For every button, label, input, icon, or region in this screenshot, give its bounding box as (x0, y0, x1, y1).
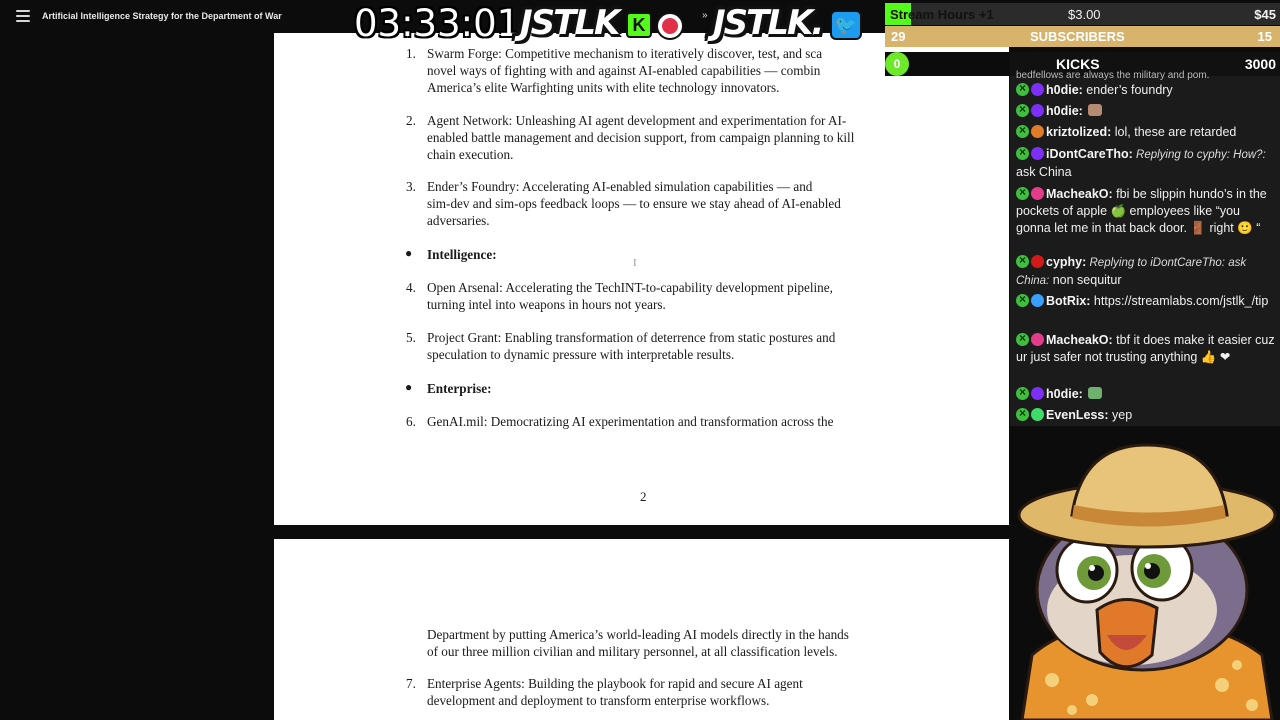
kick-logo-icon: K (626, 12, 652, 38)
channel-logo-2: JSTLK. (713, 3, 823, 43)
stream-hours-goal (885, 3, 1280, 25)
chat-text: fbi be slippin hundo’s in the pockets of apple 🍏 employees like “you gonna let me in that back door. 🚪 right 🙂 “ (1016, 187, 1267, 235)
list-item-agent-network (406, 112, 907, 163)
item-line: Department by putting America’s world-leading AI models directly in the hands (427, 627, 849, 642)
chat-text: ask China (1016, 165, 1072, 179)
moderator-badge-icon (1016, 147, 1029, 160)
bullet-icon: ● (405, 380, 413, 394)
item-number: 6. (406, 414, 416, 429)
chat-username[interactable]: EvenLess: (1046, 408, 1109, 422)
subs-goal: 15 (1257, 29, 1272, 44)
user-badge-icon (1031, 125, 1044, 138)
item-line: enabled battle management and decision support, from campaign planning to kill (427, 130, 855, 145)
streamer-avatar (1012, 440, 1280, 720)
chat-message (1016, 254, 1278, 290)
chat-message (1016, 332, 1278, 366)
emote-icon (1088, 387, 1102, 399)
moderator-badge-icon (1016, 333, 1029, 346)
item-line: Open Arsenal: Accelerating the TechINT-to-capability development pipeline, (427, 280, 833, 295)
list-item-swarm-forge (406, 45, 907, 96)
kicks-goal-value: 3000 (1244, 56, 1276, 72)
stream-timer: 03:33:01 (354, 2, 521, 45)
arrow-icon: » (702, 10, 708, 21)
item-line: novel ways of fighting with and against AI-enabled capabilities — combin (427, 63, 821, 78)
chat-text: https://streamlabs.com/jstlk_/tip (1090, 294, 1269, 308)
pdf-page-3 (274, 539, 1009, 720)
kicks-label: KICKS (1056, 56, 1100, 72)
chat-text: non sequitur (1049, 273, 1122, 287)
user-badge-icon (1031, 187, 1044, 200)
mascot-illustration (1019, 445, 1275, 720)
twitter-icon: 🐦 (830, 10, 862, 40)
item-number: 1. (406, 46, 416, 61)
subs-label: SUBSCRIBERS (1030, 29, 1125, 44)
chat-username[interactable]: h0die: (1046, 387, 1083, 401)
list-item-genai-mil (406, 413, 907, 430)
reply-reference: Replying to iDontCareTho: ask China: (1016, 257, 1247, 287)
hours-goal: $45 (1254, 7, 1276, 22)
pdf-page-2 (274, 33, 1009, 525)
chat-username[interactable]: iDontCareTho: (1046, 147, 1133, 161)
moderator-badge-icon (1016, 187, 1029, 200)
user-badge-icon (1031, 387, 1044, 400)
moderator-badge-icon (1016, 125, 1029, 138)
chat-text: tbf it does make it easier cuz ur just safer not trusting anything 👍 ❤ (1016, 333, 1275, 364)
item-line: Ender’s Foundry: Accelerating AI-enabled simulation capabilities — and (427, 179, 813, 194)
user-badge-icon (1031, 255, 1044, 268)
page-number: 2 (640, 489, 647, 504)
reply-reference: Replying to cyphy: How?: (1132, 149, 1266, 161)
item-number: 3. (406, 179, 416, 194)
item-line: sim-dev and sim-ops feedback loops — to ensure we stay ahead of AI-enabled (427, 196, 841, 211)
user-badge-icon (1031, 147, 1044, 160)
chat-text: ender’s foundry (1082, 83, 1173, 97)
user-badge-icon (1031, 104, 1044, 117)
hours-label: Stream Hours +1 (890, 7, 994, 22)
continued-paragraph (427, 626, 907, 660)
menu-icon[interactable] (16, 10, 30, 22)
section-label: Intelligence: (427, 247, 497, 262)
section-label: Enterprise: (427, 381, 492, 396)
moderator-badge-icon (1016, 83, 1029, 96)
moderator-badge-icon (1016, 408, 1029, 421)
channel-logo: JSTLK (520, 3, 619, 43)
item-number: 4. (406, 280, 416, 295)
item-line: development and deployment to transform enterprise workflows. (427, 693, 770, 708)
moderator-badge-icon (1016, 104, 1029, 117)
bullet-icon: ● (405, 246, 413, 260)
chat-username[interactable]: BotRix: (1046, 294, 1091, 308)
subs-count: 29 (891, 29, 906, 44)
list-item-enterprise-agents (406, 675, 907, 709)
chat-text: yep (1108, 408, 1133, 422)
user-badge-icon (1031, 294, 1044, 307)
text-cursor-icon: I (633, 257, 637, 269)
chat-username[interactable]: kriztolized: (1046, 125, 1112, 139)
document-title: Artificial Intelligence Strategy for the Department of War (42, 11, 282, 21)
item-line: Project Grant: Enabling transformation of deterrence from static postures and (427, 330, 836, 345)
chat-message-clipped: bedfellows are always the military and pom. (1016, 70, 1210, 81)
list-item-project-grant (406, 329, 907, 363)
chat-panel (1010, 70, 1280, 426)
item-line: Swarm Forge: Competitive mechanism to iteratively discover, test, and sca (427, 46, 823, 61)
item-line: chain execution. (427, 147, 514, 162)
item-line: turning intel into weapons in hours not years. (427, 297, 666, 312)
chat-message (1016, 407, 1278, 424)
chat-message (1016, 146, 1278, 181)
chat-message (1016, 124, 1278, 141)
chat-message (1016, 103, 1278, 120)
item-line: America’s elite Warfighting units with elite technology innovators. (427, 80, 780, 95)
item-line: of our three million civilian and military personnel, at all classification levels. (427, 644, 838, 659)
list-item-enders-foundry (406, 178, 907, 229)
item-number: 2. (406, 113, 416, 128)
item-line: Agent Network: Unleashing AI agent development and experimentation for AI- (427, 113, 847, 128)
chat-username[interactable]: MacheakO: (1046, 333, 1113, 347)
list-item-open-arsenal (406, 279, 907, 313)
item-line: speculation to dynamic pressure with interpretable results. (427, 347, 735, 362)
chat-text: lol, these are retarded (1111, 125, 1237, 139)
user-badge-icon (1031, 83, 1044, 96)
item-line: adversaries. (427, 213, 490, 228)
subscriber-goal (885, 26, 1280, 47)
chat-username[interactable]: h0die: (1046, 83, 1083, 97)
chat-message (1016, 82, 1278, 99)
moderator-badge-icon (1016, 387, 1029, 400)
item-number: 7. (406, 676, 416, 691)
user-badge-icon (1031, 333, 1044, 346)
moderator-badge-icon (1016, 294, 1029, 307)
item-number: 5. (406, 330, 416, 345)
user-badge-icon (1031, 408, 1044, 421)
chat-message (1016, 293, 1278, 310)
item-line: Enterprise Agents: Building the playbook for rapid and secure AI agent (427, 676, 803, 691)
emote-icon (1088, 104, 1102, 116)
chat-message (1016, 386, 1278, 403)
chat-message (1016, 186, 1278, 237)
record-icon (656, 12, 684, 40)
chat-username[interactable]: MacheakO: (1046, 187, 1113, 201)
item-line: GenAI.mil: Democratizing AI experimentation and transformation across the (427, 414, 834, 429)
chat-username[interactable]: h0die: (1046, 104, 1083, 118)
kicks-count: 0 (885, 52, 909, 76)
chat-username[interactable]: cyphy: (1046, 255, 1087, 269)
hours-price: $3.00 (1068, 7, 1101, 22)
moderator-badge-icon (1016, 255, 1029, 268)
